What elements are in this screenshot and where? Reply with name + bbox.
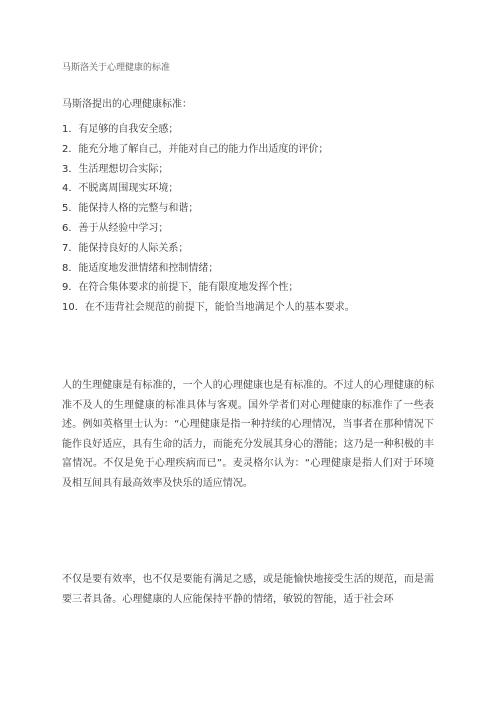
list-item: 10．在不违背社会规范的前提下，能恰当地满足个人的基本要求。 bbox=[62, 302, 355, 314]
standards-list bbox=[62, 120, 442, 318]
body-paragraph: 人的生理健康是有标准的，一个人的心理健康也是有标准的。不过人的心理健康的标准不及人的生理健康的标准具体与客观。国外学者们对心理健康的标准作了一些表述。例如英格里士认为：“心理健康是指一种持续的心理情况，当事者在那种情况下能作良好适应，具有生命的活力，而能充分发展其身心的潜能；这乃是一种积极的丰富情况。不仅是免于心理疾病而已”。麦灵格尔认为：“心理健康是指人们对于环境及相互间具有最高效率及快乐的适应情况。 bbox=[62, 380, 434, 489]
list-item: 8．能适度地发泄情绪和控制情绪； bbox=[62, 262, 219, 274]
list-item: 9．在符合集体要求的前提下，能有限度地发挥个性； bbox=[62, 282, 299, 294]
list-item: 4．不脱离周围现实环境； bbox=[62, 183, 179, 195]
list-item: 7．能保持良好的人际关系； bbox=[62, 242, 189, 254]
list-item: 2．能充分地了解自己，并能对自己的能力作出适度的评价； bbox=[62, 143, 329, 155]
list-item: 1．有足够的自我安全感； bbox=[62, 124, 179, 135]
list-item: 3．生活理想切合实际； bbox=[62, 163, 169, 175]
list-item: 6．善于从经验中学习； bbox=[62, 222, 169, 234]
section-heading: 马斯洛提出的心理健康标准： bbox=[62, 99, 192, 110]
list-item: 5．能保持人格的完整与和谐； bbox=[62, 203, 199, 215]
document-title: 马斯洛关于心理健康的标准 bbox=[62, 63, 171, 73]
body-paragraph: 不仅是要有效率，也不仅是要能有满足之感，或是能愉快地接受生活的规范，而是需要三者具备。心理健康的人应能保持平静的情绪，敏锐的智能，适于社会环 bbox=[62, 574, 434, 605]
